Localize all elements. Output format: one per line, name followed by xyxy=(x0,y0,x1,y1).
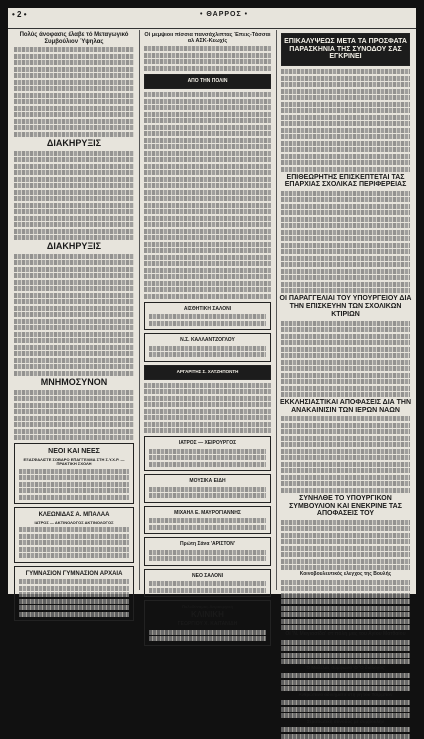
body-text-line xyxy=(14,93,134,98)
body-text-line xyxy=(14,293,134,298)
body-text-line xyxy=(14,260,134,265)
body-text-line xyxy=(144,415,271,420)
body-text-line xyxy=(149,550,266,555)
body-text-line xyxy=(19,488,129,493)
body-text-line xyxy=(14,403,134,408)
ad-title: ΜΟΥΣΙΚΑ ΕΙΔΗ xyxy=(189,478,226,485)
body-text-line xyxy=(19,612,129,617)
body-text-line xyxy=(281,366,410,371)
body-text-line xyxy=(14,177,134,182)
body-text-line xyxy=(19,534,129,539)
body-text-line xyxy=(14,112,134,117)
body-text-line xyxy=(14,364,134,369)
body-text-line xyxy=(281,586,410,591)
body-text-line xyxy=(281,154,410,159)
ad-title: ΝΕΟ ΣΑΛΟΝΙ xyxy=(192,572,223,579)
ad-subtitle: ΙΑΤΡΟΣ — ΑΚΤΙΝΟΛΟΓΟΣ ΑΚΤΙΝΟΛΟΓΟΣ xyxy=(34,519,114,525)
body-text-line xyxy=(144,59,271,64)
body-text-line xyxy=(14,209,134,214)
ad-title: ΜΙΧΑΗΛ Ε. ΜΑΥΡΟΓΙΑΝΝΗΣ xyxy=(174,509,241,516)
article-headline: ΟΙ ΠΑΡΑΓΓΕΛΙΑΙ ΤΟΥ ΥΠΟΥΡΓΕΙΟΥ ΔΙΑ ΤΗΝ ΕΠΙΣΚΕΥΗΝ ΤΩΝ ΣΧΟΛΙΚΩΝ ΚΤΙΡΙΩΝ xyxy=(279,295,412,318)
banner-headline: ΕΠΙΚΑΛΥΨΕΩΣ ΜΕΤΑ ΤΑ ΠΡΟΣΦΑΤΑ ΠΑΡΑΣΚΗΝΙΑ ΤΗΣ ΣΥΝΟΔΟΥ ΣΑΣ ΕΓΚΡΙΝΕΙ xyxy=(284,38,407,61)
body-text-line xyxy=(149,556,266,561)
body-text-line xyxy=(14,106,134,111)
body-text-line xyxy=(281,69,410,74)
body-text-line xyxy=(144,92,271,97)
body-text-line xyxy=(281,593,410,598)
body-text-line xyxy=(14,235,134,240)
body-text-line xyxy=(19,599,129,604)
ad-title: ΑΙΣΘΗΤΙΚΗ ΣΑΛΟΝΙ xyxy=(183,305,232,312)
body-text-line xyxy=(14,267,134,272)
body-text-line xyxy=(144,66,271,71)
body-text-line xyxy=(281,134,410,139)
advertisement-box xyxy=(144,365,271,380)
body-text-line xyxy=(281,360,410,365)
ad-name: ΓΕΩΡΓΙΟΥ Χ. ΚΑΙΤΑΝΙΔΗ xyxy=(177,621,238,628)
body-text-line xyxy=(281,217,410,222)
body-text-line xyxy=(281,713,410,718)
body-text-line xyxy=(14,99,134,104)
body-text-line xyxy=(144,170,271,175)
body-text-line xyxy=(14,47,134,52)
body-text-line xyxy=(281,659,410,664)
body-text-line xyxy=(14,125,134,130)
body-text-line xyxy=(281,108,410,113)
body-text-line xyxy=(14,429,134,434)
body-text-line xyxy=(281,436,410,441)
body-text-line xyxy=(19,540,129,545)
ad-title: Ν.Σ. ΚΑΛΛΑΝΤΖΟΓΛΟΥ xyxy=(180,337,235,344)
ad-title: ΝΕΟΙ ΚΑΙ ΝΕΕΣ xyxy=(48,448,100,456)
body-text-line xyxy=(14,312,134,317)
advertisement-box xyxy=(144,506,271,535)
body-text-line xyxy=(144,248,271,253)
body-text-line xyxy=(14,351,134,356)
body-text-line xyxy=(149,630,266,635)
body-text-line xyxy=(281,147,410,152)
body-text-line xyxy=(281,115,410,120)
body-text-line xyxy=(14,54,134,59)
body-text-line xyxy=(281,565,410,570)
advertisement-box xyxy=(144,302,271,331)
body-text-line xyxy=(19,592,129,597)
body-text-line xyxy=(281,640,410,645)
body-text-line xyxy=(281,612,410,617)
body-text-line xyxy=(14,396,134,401)
body-text-line xyxy=(19,495,129,500)
body-text-line xyxy=(14,119,134,124)
body-text-line xyxy=(144,112,271,117)
body-text-line xyxy=(14,416,134,421)
body-text-line xyxy=(144,402,271,407)
body-text-line xyxy=(149,493,266,498)
sub-headline: Στρατιωτική σύνοδος με συμβουλήν xyxy=(306,719,385,725)
body-text-line xyxy=(14,299,134,304)
column-right xyxy=(279,30,412,725)
body-text-line xyxy=(149,314,266,319)
advertisement-box xyxy=(144,569,271,598)
body-text-line xyxy=(281,121,410,126)
body-text-line xyxy=(281,520,410,525)
body-text-line xyxy=(144,209,271,214)
ad-title: ΑΡΓΑΡΙΤΗΣ Σ. ΧΑΤΖΗΠΟΝΤΗ xyxy=(176,368,239,374)
body-text-line xyxy=(144,383,271,388)
body-text-line xyxy=(144,144,271,149)
body-text-line xyxy=(281,392,410,397)
body-text-line xyxy=(281,625,410,630)
body-text-line xyxy=(144,294,271,299)
body-text-line xyxy=(14,358,134,363)
body-text-line xyxy=(144,190,271,195)
body-text-line xyxy=(281,680,410,685)
body-text-line xyxy=(19,475,129,480)
body-text-line xyxy=(281,552,410,557)
body-text-line xyxy=(281,468,410,473)
body-text-line xyxy=(281,559,410,564)
body-text-line xyxy=(14,371,134,376)
body-text-line xyxy=(144,118,271,123)
body-text-line xyxy=(281,223,410,228)
body-text-line xyxy=(281,386,410,391)
body-text-line xyxy=(281,599,410,604)
ad-title: ΙΑΤΡΟΣ — ΧΕΙΡΟΥΡΓΟΣ xyxy=(178,440,237,447)
body-text-line xyxy=(281,488,410,493)
body-text-line xyxy=(144,203,271,208)
advertisement-box xyxy=(144,474,271,503)
advertisement-box xyxy=(14,566,134,622)
body-text-line xyxy=(19,605,129,610)
body-text-line xyxy=(144,409,271,414)
body-text-line xyxy=(281,327,410,332)
article-headline: ΕΠΙΘΕΩΡΗΤΗΣ ΕΠΙΣΚΕΠΤΕΤΑΙ ΤΑΣ ΕΠΑΡΧΙΑΣ ΣΧΟΛΙΚΑΣ ΠΕΡΙΦΕΡΕΙΑΣ xyxy=(284,173,407,189)
body-text-line xyxy=(281,379,410,384)
body-text-line xyxy=(281,262,410,267)
body-text-line xyxy=(14,222,134,227)
body-text-line xyxy=(144,235,271,240)
body-text-line xyxy=(14,409,134,414)
body-text-line xyxy=(281,340,410,345)
body-text-line xyxy=(144,281,271,286)
body-text-line xyxy=(281,334,410,339)
column-middle xyxy=(142,30,273,628)
body-text-line xyxy=(281,481,410,486)
body-text-line xyxy=(149,352,266,357)
body-text-line xyxy=(281,236,410,241)
body-text-line xyxy=(281,256,410,261)
body-text-line xyxy=(14,60,134,65)
body-text-line xyxy=(281,197,410,202)
body-text-line xyxy=(144,196,271,201)
ad-subtitle: Πολυδύναμος-Χειρουργική xyxy=(182,604,233,610)
column-rule xyxy=(139,30,140,590)
body-text-line xyxy=(144,105,271,110)
body-text-line xyxy=(14,338,134,343)
body-text-line xyxy=(144,53,271,58)
body-text-line xyxy=(281,210,410,215)
body-text-line xyxy=(14,319,134,324)
body-text-line xyxy=(144,242,271,247)
body-text-line xyxy=(14,286,134,291)
body-text-line xyxy=(14,229,134,234)
body-text-line xyxy=(281,416,410,421)
ad-title: ΚΛΕΩΝΙΔΑΣ Α. ΜΠΑΛΑΑ xyxy=(38,512,110,519)
body-text-line xyxy=(281,580,410,585)
sub-headline: 'Ο Μαλέλας σύμφωνα 'Ο 'Ο διάλογος' xyxy=(305,665,386,671)
body-text-line xyxy=(144,183,271,188)
body-text-line xyxy=(281,700,410,705)
section-heading: ΔΙΑΚΗΡΥΞΙΣ xyxy=(46,137,102,148)
body-text-line xyxy=(281,539,410,544)
body-text-line xyxy=(281,526,410,531)
body-text-line xyxy=(281,82,410,87)
body-text-line xyxy=(14,80,134,85)
body-text-line xyxy=(144,268,271,273)
body-text-line xyxy=(19,527,129,532)
body-text-line xyxy=(14,203,134,208)
article-headline: ΣΥΝΗΛΘΕ ΤΟ ΥΠΟΥΡΓΙΚΟΝ ΣΥΜΒΟΥΛΙΟΝ ΚΑΙ ΕΝΕΚΡΙΝΕ ΤΑΣ ΑΠΟΦΑΣΕΙΣ ΤΟΥ xyxy=(289,494,402,518)
body-text-line xyxy=(281,686,410,691)
body-text-line xyxy=(281,707,410,712)
body-text-line xyxy=(281,734,410,739)
advertisement-box xyxy=(144,436,271,471)
body-text-line xyxy=(144,428,271,433)
body-text-line xyxy=(14,157,134,162)
body-text-line xyxy=(281,673,410,678)
body-text-line xyxy=(14,73,134,78)
sub-headline: Οί 'Ν. Μαγιασίδα' στ πόλη μας του Αγίου Ματθαίου xyxy=(285,631,406,638)
body-text-line xyxy=(281,282,410,287)
body-text-line xyxy=(144,125,271,130)
body-text-line xyxy=(281,288,410,293)
body-text-line xyxy=(149,346,266,351)
advertisement-box xyxy=(14,507,134,562)
body-text-line xyxy=(281,475,410,480)
body-text-line xyxy=(14,132,134,137)
body-text-line xyxy=(281,128,410,133)
section-heading: ΔΙΑΚΗΡΥΞΙΣ xyxy=(46,241,102,252)
body-text-line xyxy=(149,487,266,492)
body-text-line xyxy=(144,396,271,401)
body-text-line xyxy=(14,151,134,156)
column-rule xyxy=(276,30,277,590)
page-number: • 2 • xyxy=(12,10,27,19)
body-text-line xyxy=(144,131,271,136)
body-text-line xyxy=(144,222,271,227)
body-text-line xyxy=(149,636,266,641)
body-text-line xyxy=(19,482,129,487)
body-text-line xyxy=(149,525,266,530)
body-text-line xyxy=(281,204,410,209)
newspaper-page xyxy=(8,8,416,725)
body-text-line xyxy=(281,160,410,165)
body-text-line xyxy=(14,164,134,169)
body-text-line xyxy=(281,653,410,658)
body-text-line xyxy=(149,455,266,460)
body-text-line xyxy=(281,89,410,94)
body-text-line xyxy=(281,269,410,274)
sub-headline: Κοινοβουλευτικός ελεγχος της Βουλής xyxy=(299,571,392,578)
body-text-line xyxy=(281,347,410,352)
body-text-line xyxy=(281,249,410,254)
body-text-line xyxy=(14,273,134,278)
article-headline: Οί μεμψιοιι πίσσια πανσάχλιπτας Έπεις-Τάσσαι αλ ΑΣΚ-Κεωχίς xyxy=(144,32,271,45)
body-text-line xyxy=(149,321,266,326)
body-text-line xyxy=(281,646,410,651)
body-text-line xyxy=(14,190,134,195)
ad-title: Πρώτη Σάνα 'ΑΡΙΣΤΟΝ' xyxy=(180,541,235,548)
advertisement-box xyxy=(14,443,134,504)
body-text-line xyxy=(144,261,271,266)
body-text-line xyxy=(144,422,271,427)
body-text-line xyxy=(281,429,410,434)
body-text-line xyxy=(14,280,134,285)
ad-subtitle: ΕΞΑΣΦΑΛΙΣΤΕ ΣΟΒΑΡΟ ΕΠΑΓΓΕΛΜΑ ΣΤΗ Σ.Υ.Χ.Ρ. — ΠΡΑΚΤΙΚΗ ΣΧΟΛΗ xyxy=(23,457,125,467)
body-text-line xyxy=(144,157,271,162)
ad-title: ΓΥΜΝΑΣΙΟΝ ΓΥΜΝΑΣΙΟΝ ΑΡΧΑΙΑ xyxy=(25,570,123,577)
body-text-line xyxy=(144,177,271,182)
paper-name: • ΘΑΡΡΟΣ • xyxy=(200,11,249,18)
body-text-line xyxy=(144,151,271,156)
body-text-line xyxy=(281,533,410,538)
body-text-line xyxy=(281,230,410,235)
body-text-line xyxy=(281,243,410,248)
body-text-line xyxy=(144,99,271,104)
body-text-line xyxy=(281,727,410,732)
section-heading: ΜΝΗΜΟΣΥΝΟΝ xyxy=(40,376,108,387)
body-text-line xyxy=(14,325,134,330)
section-box xyxy=(144,74,271,90)
advertisement-box xyxy=(144,537,271,566)
body-text-line xyxy=(144,46,271,51)
body-text-line xyxy=(281,619,410,624)
top-banner xyxy=(281,33,410,66)
body-text-line xyxy=(281,321,410,326)
body-text-line xyxy=(281,462,410,467)
body-text-line xyxy=(14,306,134,311)
body-text-line xyxy=(149,518,266,523)
body-text-line xyxy=(281,95,410,100)
body-text-line xyxy=(19,553,129,558)
section-heading: ΑΠΟ ΤΗΝ ΠΟΛΙΝ xyxy=(187,77,228,84)
body-text-line xyxy=(144,287,271,292)
body-text-line xyxy=(144,164,271,169)
body-text-line xyxy=(281,606,410,611)
body-text-line xyxy=(281,167,410,172)
body-text-line xyxy=(281,102,410,107)
body-text-line xyxy=(14,86,134,91)
body-text-line xyxy=(281,191,410,196)
advertisement-box xyxy=(144,600,271,646)
body-text-line xyxy=(14,216,134,221)
body-text-line xyxy=(149,462,266,467)
body-text-line xyxy=(144,138,271,143)
body-text-line xyxy=(19,579,129,584)
body-text-line xyxy=(14,170,134,175)
body-text-line xyxy=(281,455,410,460)
body-text-line xyxy=(144,216,271,221)
column-left xyxy=(12,30,136,590)
body-text-line xyxy=(144,389,271,394)
ad-title: ΚΛΙΝΙΚΗ xyxy=(191,610,224,620)
body-text-line xyxy=(14,332,134,337)
body-text-line xyxy=(19,547,129,552)
body-text-line xyxy=(281,423,410,428)
body-text-line xyxy=(144,255,271,260)
body-text-line xyxy=(14,183,134,188)
article-headline: Πολύς άνοφασις έλαβε τό Μεταγωγικό Συμβούλιον Ύψηλας xyxy=(19,32,129,45)
body-text-line xyxy=(281,76,410,81)
body-text-line xyxy=(281,449,410,454)
body-text-line xyxy=(149,581,266,586)
body-text-line xyxy=(14,345,134,350)
body-text-line xyxy=(281,373,410,378)
body-text-line xyxy=(14,422,134,427)
body-text-line xyxy=(281,275,410,280)
body-text-line xyxy=(14,254,134,259)
advertisement-box xyxy=(144,333,271,362)
body-text-line xyxy=(19,586,129,591)
body-text-line xyxy=(14,435,134,440)
body-text-line xyxy=(144,229,271,234)
body-text-line xyxy=(281,141,410,146)
body-text-line xyxy=(19,469,129,474)
body-text-line xyxy=(149,588,266,593)
body-text-line xyxy=(144,274,271,279)
body-text-line xyxy=(281,353,410,358)
body-text-line xyxy=(281,442,410,447)
sub-headline: Ανθρώπινα αδικήματα στη γη του Τσιρμπον xyxy=(298,692,393,698)
masthead xyxy=(8,8,416,29)
body-text-line xyxy=(149,449,266,454)
body-text-line xyxy=(14,67,134,72)
article-headline: ΕΚΚΛΗΣΙΑΣΤΙΚΑΙ ΑΠΟΦΑΣΕΙΣ ΔΙΑ ΤΗΝ ΑΝΑΚΑΙΝΙΣΙΝ ΤΩΝ ΙΕΡΩΝ ΝΑΩΝ xyxy=(279,399,412,414)
body-text-line xyxy=(14,390,134,395)
body-text-line xyxy=(14,196,134,201)
body-text-line xyxy=(281,546,410,551)
